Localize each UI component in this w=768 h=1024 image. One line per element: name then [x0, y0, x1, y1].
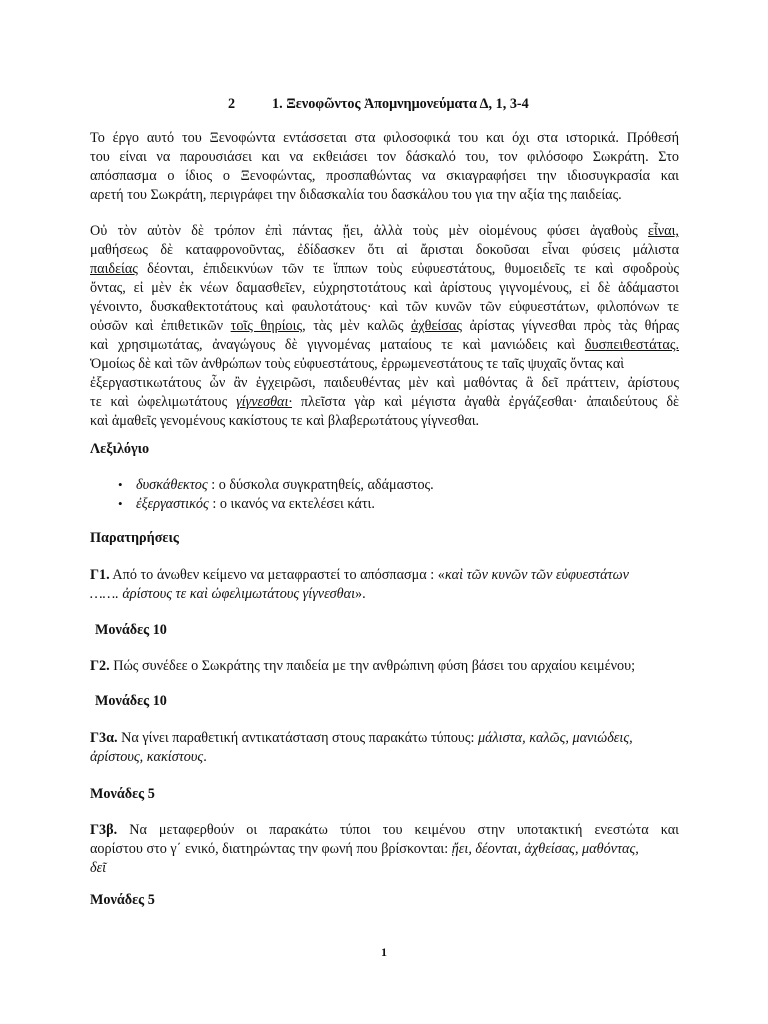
page-number: 1 — [381, 945, 387, 959]
bullet-icon: • — [118, 496, 123, 511]
intro-line-1: Το έργο αυτό του Ξενοφώντα εντάσσεται στα φιλοσοφικά του και όχι στα ιστορικά. Πρόθεσή — [90, 130, 679, 146]
question-g3b-line-3: δεῖ — [90, 860, 107, 876]
vocab-item: δυσκάθεκτος : ο δύσκολα συγκρατηθείς, αδάμαστος. — [136, 477, 434, 493]
greek-line-9: ἐξεργαστικωτάτους ὧν ἂν ἐγχειρῶσι, παιδευθέντας μὲν καὶ μαθόντας ἃ δεῖ πράττειν, ἀρίστους — [90, 375, 679, 391]
question-g1-line-1: Γ1. Από το άνωθεν κείμενο να μεταφραστεί το απόσπασμα : «καὶ τῶν κυνῶν τῶν εὐφυεστάτων — [90, 567, 629, 583]
page-label: 2 — [228, 96, 236, 112]
greek-line-10: τε καὶ ὠφελιμωτάτους γίγνεσθαι· πλεῖστα γὰρ καὶ μέγιστα ἀγαθὰ ἐργάζεσθαι· ἀπαιδεύτους δὲ — [90, 394, 679, 410]
greek-line-8: Ὁμοίως δὲ καὶ τῶν ἀνθρώπων τοὺς εὐφυεστάτους, ἐρρωμενεστάτους τε ταῖς ψυχαῖς ὄντας καὶ — [90, 356, 625, 372]
question-g3b-line-1: Γ3β. Να μεταφερθούν οι παρακάτω τύποι του κειμένου στην υποτακτική ενεστώτα και — [90, 822, 679, 838]
units-g1: Μονάδες 10 — [95, 622, 167, 638]
question-g1-line-2: ……. ἀρίστους τε καὶ ὠφελιμωτάτους γίγνεσθαι». — [90, 586, 366, 602]
greek-line-11: καὶ ἀμαθεῖς γενομένους κακίστους τε καὶ βλαβερωτάτους γίγνεσθαι. — [90, 413, 480, 429]
question-g3a-line-2: ἀρίστους, κακίστους. — [90, 749, 207, 765]
bullet-icon: • — [118, 477, 123, 492]
question-g3b-line-2: αορίστου στο γ΄ ενικό, διατηρώντας την φωνή που βρίσκονται: ᾔει, δέονται, ἀχθείσας, μαθόντας, — [90, 841, 639, 857]
notes-heading: Παρατηρήσεις — [90, 530, 179, 546]
vocab-item: ἐξεργαστικός : ο ικανός να εκτελέσει κάτι. — [136, 496, 375, 512]
intro-line-2: του είναι να παρουσιάσει και να εκθειάσει τον δάσκαλό του, τον φιλόσοφο Σωκράτη. Στο — [90, 149, 679, 165]
units-g3b: Μονάδες 5 — [90, 892, 155, 908]
intro-line-3: απόσπασμα ο ίδιος ο Ξενοφώντας, προσπαθώντας να σκιαγραφήσει την ιδιοσυγκρασία και — [90, 168, 679, 184]
units-g2: Μονάδες 10 — [95, 693, 167, 709]
units-g3a: Μονάδες 5 — [90, 786, 155, 802]
greek-line-5: γένοιντο, δυσκαθεκτοτάτους καὶ φαυλοτάτους· καὶ τῶν κυνῶν τῶν εὐφυεστάτων, φιλοπόνων τε — [90, 299, 679, 315]
greek-line-3: παιδείας δέονται, ἐπιδεικνύων τῶν τε ἵππων τοὺς εὐφυεστάτους, θυμοειδεῖς τε καὶ σφοδροὺς — [90, 261, 679, 277]
vocab-heading: Λεξιλόγιο — [90, 441, 150, 457]
intro-line-4: αρετή του Σωκράτη, περιγράφει την διδασκαλία του δασκάλου του για την αξία της παιδείας. — [90, 187, 622, 203]
question-g3a-line-1: Γ3α. Να γίνει παραθετική αντικατάσταση στους παρακάτω τύπους: μάλιστα, καλῶς, μανιώδεις, — [90, 730, 633, 746]
question-g2: Γ2. Πώς συνέδεε ο Σωκράτης την παιδεία με την ανθρώπινη φύση βάσει του αρχαίου κειμένου; — [90, 658, 636, 674]
greek-line-4: ὄντας, εἰ μὲν ἐκ νέων δαμασθεῖεν, εὐχρηστοτάτους καὶ ἀρίστους γιγνομένους, εἰ δὲ ἀδάμαστοι — [90, 280, 679, 296]
greek-line-6: οὐσῶν καὶ ἐπιθετικῶν τοῖς θηρίοις, τὰς μὲν καλῶς ἀχθείσας ἀρίστας γίγνεσθαι πρὸς τὰς θήρας — [90, 318, 680, 334]
greek-line-1: Οὐ τὸν αὐτὸν δὲ τρόπον ἐπὶ πάντας ᾔει, ἀλλὰ τοὺς μὲν οἰομένους φύσει ἀγαθοὺς εἶναι, — [90, 223, 679, 239]
document-title: 1. Ξενοφῶντος Ἀπομνημονεύματα Δ, 1, 3-4 — [272, 96, 529, 112]
greek-line-7: καὶ χρησιμωτάτας, ἀναγώγους δὲ γιγνομένας ματαίους τε καὶ μανιώδεις καὶ δυσπειθεστάτας. — [90, 337, 679, 353]
greek-line-2: μαθήσεως δὲ καταφρονοῦντας, ἐδίδασκεν ὅτι αἱ ἄρισται δοκοῦσαι εἶναι φύσεις μάλιστα — [90, 242, 679, 258]
